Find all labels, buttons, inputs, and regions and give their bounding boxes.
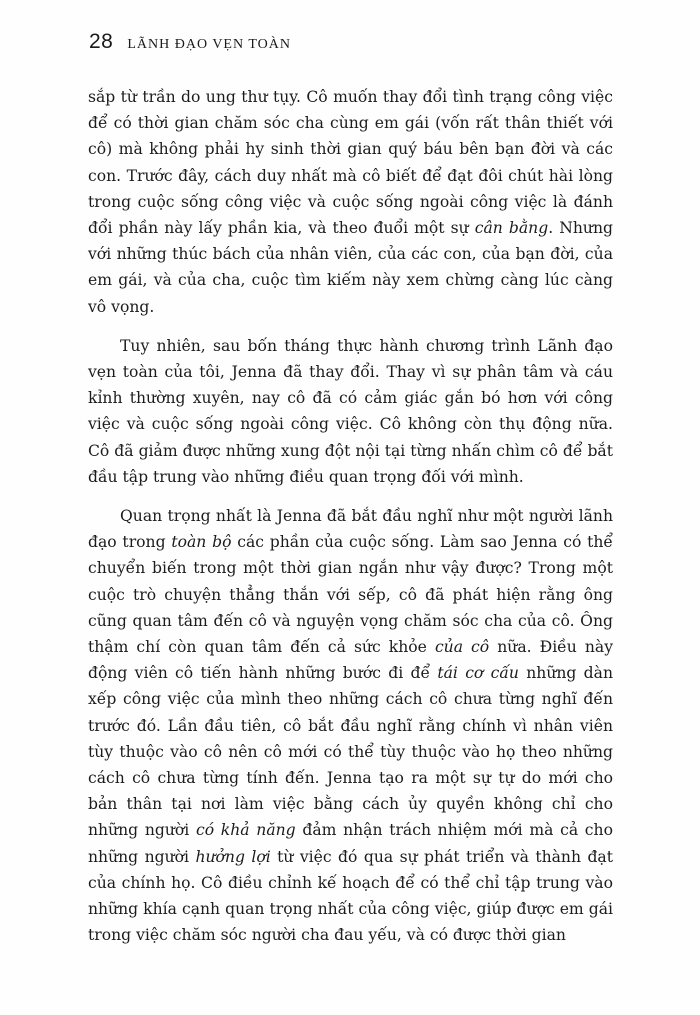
paragraph-1 xyxy=(88,84,613,320)
italic-text: có khả năng xyxy=(195,821,296,840)
text-segment: từ việc đó qua sự phát triển và thành đạt của chính họ. Cô điều chỉnh kế hoạch để có thể chỉ tập trung vào những khía cạnh quan trọng nhất của công việc, giúp được em gái trong việc chăm sóc người cha đau yếu, và có được thời gian xyxy=(88,847,613,945)
text-segment: đảm nhận trách nhiệm mới mà cả cho những người xyxy=(88,821,613,866)
text-segment: nữa. Điều này động viên cô tiến hành những bước đi để xyxy=(88,638,614,683)
italic-text: hưởng lợi xyxy=(195,847,271,866)
text-segment: . Nhưng với những thúc bách của nhân viên, của các con, của bạn đời, của em gái, và của cha, cuộc tìm kiếm này xem chừng càng lúc càng vô vọng. xyxy=(88,219,613,316)
text-segment: Tuy nhiên, sau bốn tháng thực hành chương trình Lãnh đạo vẹn toàn của tôi, Jenna đã thay đổi. Thay vì sự phân tâm và cáu kỉnh thường xuyên, nay cô đã có cảm giác gắn bó hơn với công việc và cuộc sống ngoài công việc. Cô không còn thụ động nữa. Cô đã giảm được những xung đột nội tại từng nhấn chìm cô để bắt đầu tập trung vào những điều quan trọng đối với mình. xyxy=(88,336,613,486)
text-segment: những dàn xếp công việc của mình theo những cách cô chưa từng nghĩ đến trước đó. Lần đầu tiên, cô bắt đầu nghĩ rằng chính vì nhân viên tùy thuộc vào cô nên cô mới có thể tùy thuộc vào họ theo những cách cô chưa từng tính đến. Jenna tạo ra một sự tự do mới cho bản thân tại nơi làm việc bằng cách ủy quyền không chỉ cho những người xyxy=(88,664,614,840)
italic-text: của cô xyxy=(434,638,490,657)
page-header xyxy=(89,30,291,62)
body-text xyxy=(88,84,613,962)
italic-text: toàn bộ xyxy=(171,533,232,552)
italic-text: cân bằng xyxy=(474,219,549,238)
text-segment: sắp từ trần do ung thư tụy. Cô muốn thay đổi tình trạng công việc để có thời gian chăm sóc cha cùng em gái (vốn rất thân thiết với cô) mà không phải hy sinh thời gian quý báu bên bạn đời và các con. Trước đây, cách duy nhất mà cô biết để đạt đôi chút hài lòng trong cuộc sống công việc và cuộc sống ngoài công việc là đánh đổi phần này lấy phần kia, và theo đuổi một sự xyxy=(88,88,613,238)
page-number: 28 xyxy=(89,30,114,53)
running-title: LÃNH ĐẠO VẸN TOÀN xyxy=(127,37,291,52)
text-segment: Quan trọng nhất là Jenna đã bắt đầu nghĩ như một người lãnh đạo trong xyxy=(88,507,613,552)
paragraph-3 xyxy=(88,503,613,948)
paragraph-2 xyxy=(88,333,613,490)
italic-text: tái cơ cấu xyxy=(437,664,519,683)
text-segment: các phần của cuộc sống. Làm sao Jenna có thể chuyển biến trong một thời gian ngắn như vậy được? Trong một cuộc trò chuyện thẳng thắn với sếp, cô đã phát hiện rằng ông cũng quan tâm đến cô và nguyện vọng chăm sóc cha của cô. Ông thậm chí còn quan tâm đến cả sức khỏe xyxy=(88,533,613,657)
